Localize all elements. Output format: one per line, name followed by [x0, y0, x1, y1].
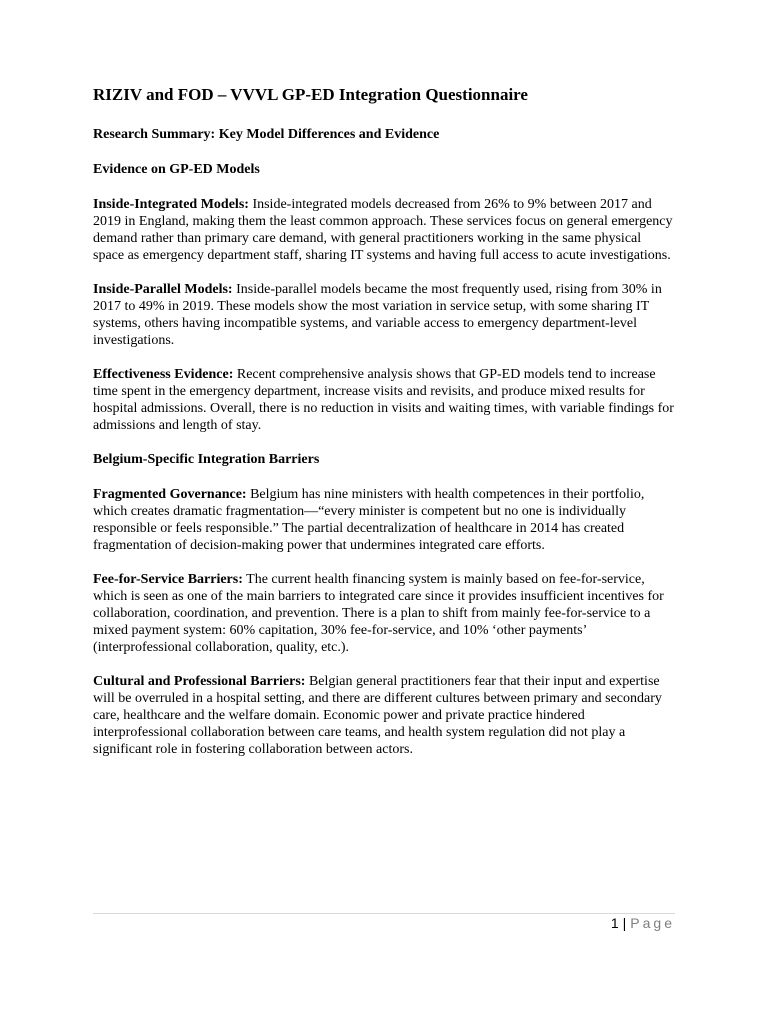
paragraph-text: Recent comprehensive analysis shows that GP-ED models tend to increase time spent in the emergency department, increase visits and revisits, and produce mixed results for hospital admissions. Overall, there is no reduction in visits and waiting times, with variable findings for admissions and length of stay.	[93, 367, 674, 433]
paragraph-label: Inside-Parallel Models:	[93, 282, 233, 297]
page-number: 1	[610, 915, 619, 931]
paragraph-inside-parallel	[93, 281, 675, 349]
section-heading-belgium: Belgium-Specific Integration Barriers	[93, 452, 320, 467]
footer-divider	[93, 913, 675, 914]
section-heading-evidence: Evidence on GP-ED Models	[93, 162, 260, 177]
page-footer	[611, 914, 675, 932]
footer-separator: |	[622, 915, 627, 931]
paragraph-text: Inside-integrated models decreased from 26% to 9% between 2017 and 2019 in England, making them the least common approach. These services focus on general emergency demand rather than primary care demand, with general practitioners working in the same physical space as emergency department staff, sharing IT systems and having full access to acute investigations.	[93, 197, 673, 263]
paragraph-text: Belgian general practitioners fear that their input and expertise will be overruled in a hospital setting, and there are different cultures between primary and secondary care, healthcare and the welfare domain. Economic power and private practice hindered interprofessional collaboration between care teams, and health system regulation did not play a significant role in fostering collaboration between actors.	[93, 674, 662, 757]
paragraph-effectiveness	[93, 366, 675, 434]
paragraph-inside-integrated	[93, 196, 675, 264]
paragraph-label: Fragmented Governance:	[93, 487, 247, 502]
paragraph-text: The current health financing system is mainly based on fee-for-service, which is seen as one of the main barriers to integrated care since it provides insufficient incentives for collaboration, coordination, and prevention. There is a plan to shift from mainly fee-for-service to a mixed payment system: 60% capitation, 30% fee-for-service, and 10% ‘other payments’ (interprofessional collaboration, quality, etc.).	[93, 572, 664, 655]
paragraph-label: Cultural and Professional Barriers:	[93, 674, 306, 689]
page-label: Page	[630, 915, 675, 931]
paragraph-fee-for-service	[93, 571, 675, 656]
paragraph-label: Inside-Integrated Models:	[93, 197, 249, 212]
paragraph-text: Inside-parallel models became the most frequently used, rising from 30% in 2017 to 49% in 2019. These models show the most variation in service setup, with some sharing IT systems, others having incompatible systems, and variable access to emergency department-level investigations.	[93, 282, 662, 348]
paragraph-text: Belgium has nine ministers with health competences in their portfolio, which creates dramatic fragmentation—“every minister is competent but no one is individually responsible or feels responsible.” The partial decentralization of healthcare in 2014 has created fragmentation of decision-making power that undermines integrated care efforts.	[93, 487, 645, 553]
paragraph-cultural-barriers	[93, 673, 675, 758]
document-page	[93, 84, 675, 775]
paragraph-fragmented-governance	[93, 486, 675, 554]
summary-heading: Research Summary: Key Model Differences and Evidence	[93, 127, 440, 142]
paragraph-label: Effectiveness Evidence:	[93, 367, 234, 382]
document-title: RIZIV and FOD – VVVL GP-ED Integration Questionnaire	[93, 85, 528, 104]
paragraph-label: Fee-for-Service Barriers:	[93, 572, 243, 587]
